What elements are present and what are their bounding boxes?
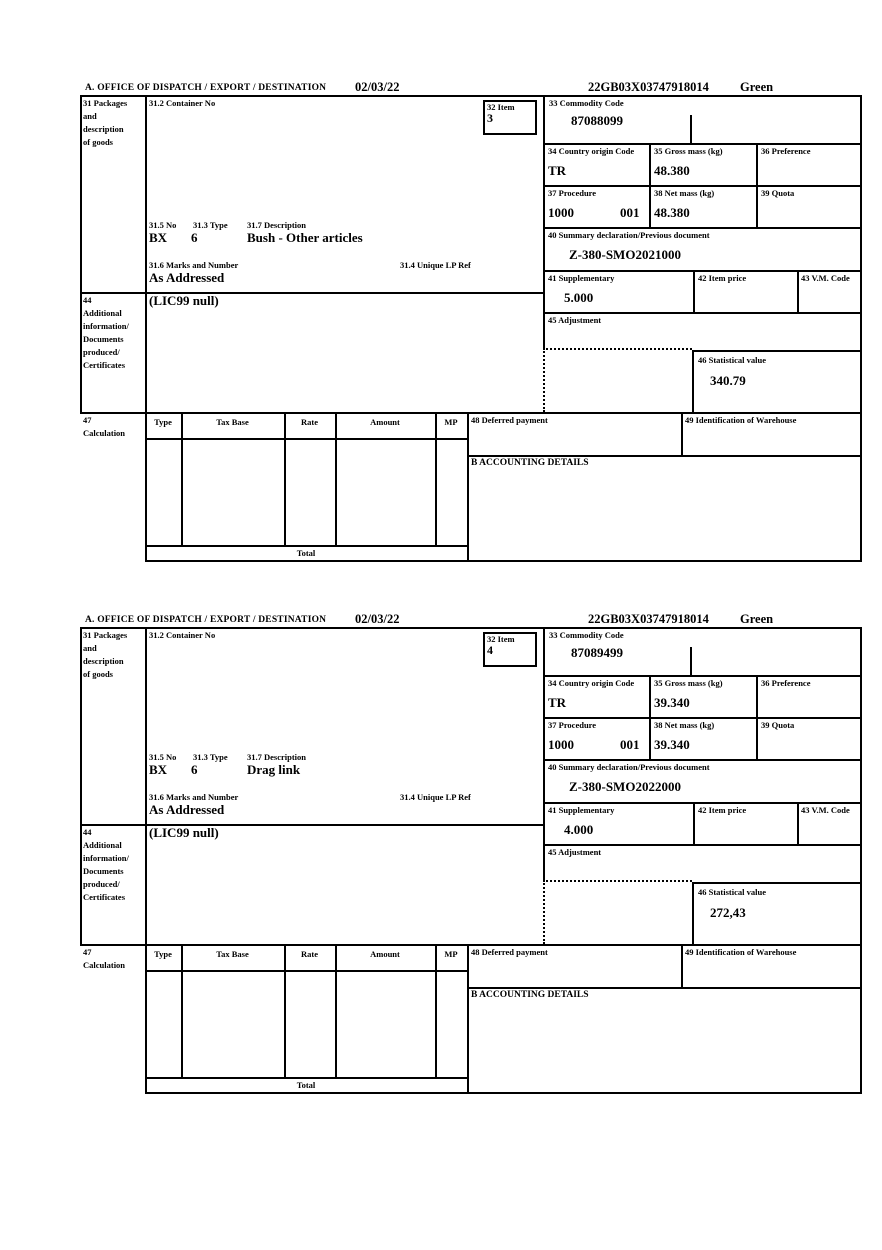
- item-number-value: 3: [487, 111, 493, 125]
- additional-info-value: (LIC99 null): [149, 825, 219, 840]
- divider: [797, 802, 799, 844]
- col-amount-header: Amount: [370, 417, 400, 427]
- divider: [543, 717, 862, 719]
- box44-label: information/: [83, 321, 129, 331]
- declaration-date: 02/03/22: [355, 80, 400, 94]
- divider: [693, 270, 695, 312]
- summary-declaration-value: Z-380-SMO2022000: [569, 779, 681, 794]
- divider: [80, 627, 82, 944]
- vm-code-label: 43 V.M. Code: [801, 273, 850, 283]
- divider: [145, 95, 147, 560]
- divider: [649, 143, 651, 227]
- supplementary-value: 5.000: [564, 290, 594, 305]
- accounting-details-label: B ACCOUNTING DETAILS: [471, 990, 589, 1000]
- box44-label: Additional: [83, 308, 122, 318]
- divider: [145, 545, 467, 547]
- additional-info-value: (LIC99 null): [149, 293, 219, 308]
- col-tax-base-header: Tax Base: [216, 417, 249, 427]
- col-amount-header: Amount: [370, 949, 400, 959]
- goods-description-value: Bush - Other articles: [247, 230, 363, 245]
- box31-label: 31 Packages: [83, 98, 128, 108]
- net-mass-label: 38 Net mass (kg): [654, 188, 715, 198]
- col-tax-base-header: Tax Base: [216, 949, 249, 959]
- col-mp-header: MP: [444, 417, 458, 427]
- summary-declaration-label: 40 Summary declaration/Previous document: [548, 762, 710, 772]
- procedure-label: 37 Procedure: [548, 188, 597, 198]
- divider: [467, 987, 862, 989]
- package-type-label: 31.3 Type: [193, 752, 228, 762]
- procedure-value-2: 001: [620, 205, 640, 220]
- gross-mass-label: 35 Gross mass (kg): [654, 146, 723, 156]
- gross-mass-value: 39.340: [654, 695, 690, 710]
- statistical-value: 272,43: [710, 905, 746, 920]
- declaration-item-block-2: [80, 612, 864, 1096]
- box44-label: Certificates: [83, 360, 126, 370]
- divider: [80, 412, 862, 414]
- divider: [181, 412, 183, 545]
- procedure-value-1: 1000: [548, 737, 574, 752]
- box44-label: Documents: [83, 334, 124, 344]
- procedure-label: 37 Procedure: [548, 720, 597, 730]
- divider: [284, 412, 286, 545]
- col-mp-header: MP: [444, 949, 458, 959]
- adjustment-label: 45 Adjustment: [548, 315, 602, 325]
- supplementary-label: 41 Supplementary: [548, 273, 615, 283]
- divider: [145, 1077, 467, 1079]
- divider: [543, 270, 862, 272]
- country-origin-label: 34 Country origin Code: [548, 678, 635, 688]
- gross-mass-label: 35 Gross mass (kg): [654, 678, 723, 688]
- box31-label: and: [83, 643, 97, 653]
- divider: [756, 143, 758, 227]
- quota-label: 39 Quota: [761, 720, 795, 730]
- divider: [543, 312, 862, 314]
- summary-declaration-value: Z-380-SMO2021000: [569, 247, 681, 262]
- divider: [284, 944, 286, 1077]
- dotted-divider: [543, 348, 545, 412]
- net-mass-value: 48.380: [654, 205, 690, 220]
- procedure-value-1: 1000: [548, 205, 574, 220]
- divider: [543, 844, 862, 846]
- adjustment-label: 45 Adjustment: [548, 847, 602, 857]
- divider: [693, 802, 695, 844]
- statistical-value-label: 46 Statistical value: [698, 887, 766, 897]
- routing-indicator: Green: [740, 80, 774, 94]
- total-label: Total: [296, 1080, 316, 1090]
- divider: [80, 944, 862, 946]
- container-no-label: 31.2 Container No: [149, 98, 216, 108]
- country-origin-label: 34 Country origin Code: [548, 146, 635, 156]
- warehouse-id-label: 49 Identification of Warehouse: [685, 415, 797, 425]
- box31-label: of goods: [83, 669, 113, 679]
- divider: [181, 944, 183, 1077]
- item-number-value: 4: [487, 643, 493, 657]
- unique-lp-ref-label: 31.4 Unique LP Ref: [400, 260, 471, 270]
- divider: [145, 627, 147, 1092]
- box44-label: 44: [83, 295, 92, 305]
- divider: [80, 627, 862, 629]
- marks-value: As Addressed: [149, 802, 225, 817]
- package-type-label: 31.3 Type: [193, 220, 228, 230]
- divider: [681, 412, 683, 455]
- box47-label: Calculation: [83, 960, 126, 970]
- accounting-details-label: B ACCOUNTING DETAILS: [471, 458, 589, 468]
- col-rate-header: Rate: [301, 417, 318, 427]
- col-type-header: Type: [154, 417, 172, 427]
- box44-label: produced/: [83, 347, 120, 357]
- dotted-divider: [543, 880, 545, 944]
- divider: [435, 412, 437, 545]
- divider: [543, 95, 545, 348]
- divider: [692, 350, 862, 352]
- box44-label: 44: [83, 827, 92, 837]
- commodity-code-value: 87088099: [571, 113, 623, 128]
- divider: [543, 759, 862, 761]
- country-origin-value: TR: [548, 695, 567, 710]
- box47-label: 47: [83, 947, 92, 957]
- package-no-label: 31.5 No: [149, 220, 177, 230]
- box31-label: description: [83, 656, 124, 666]
- box31-label: description: [83, 124, 124, 134]
- container-no-label: 31.2 Container No: [149, 630, 216, 640]
- divider: [692, 350, 694, 412]
- dotted-divider: [543, 880, 692, 882]
- routing-indicator: Green: [740, 612, 774, 626]
- box44-label: information/: [83, 853, 129, 863]
- quota-label: 39 Quota: [761, 188, 795, 198]
- divider: [145, 970, 467, 972]
- divider: [690, 115, 692, 143]
- divider: [145, 438, 467, 440]
- divider: [692, 882, 694, 944]
- package-no-label: 31.5 No: [149, 752, 177, 762]
- net-mass-value: 39.340: [654, 737, 690, 752]
- divider: [335, 412, 337, 545]
- divider: [756, 675, 758, 759]
- preference-label: 36 Preference: [761, 146, 811, 156]
- warehouse-id-label: 49 Identification of Warehouse: [685, 947, 797, 957]
- vm-code-label: 43 V.M. Code: [801, 805, 850, 815]
- net-mass-label: 38 Net mass (kg): [654, 720, 715, 730]
- divider: [649, 675, 651, 759]
- box44-label: Documents: [83, 866, 124, 876]
- divider: [543, 675, 862, 677]
- box44-label: Additional: [83, 840, 122, 850]
- divider: [692, 882, 862, 884]
- item-number-label: 32 Item: [487, 102, 515, 112]
- divider: [467, 944, 469, 1092]
- dotted-divider: [543, 348, 692, 350]
- divider: [797, 270, 799, 312]
- marks-label: 31.6 Marks and Number: [149, 260, 239, 270]
- divider: [467, 455, 862, 457]
- supplementary-label: 41 Supplementary: [548, 805, 615, 815]
- item-number-label: 32 Item: [487, 634, 515, 644]
- entry-number: 22GB03X03747918014: [588, 612, 709, 626]
- item-price-label: 42 Item price: [698, 273, 747, 283]
- declaration-item-block-1: [80, 80, 864, 564]
- package-type-value: 6: [191, 762, 198, 777]
- item-price-label: 42 Item price: [698, 805, 747, 815]
- commodity-code-label: 33 Commodity Code: [549, 630, 624, 640]
- box47-label: Calculation: [83, 428, 126, 438]
- entry-number: 22GB03X03747918014: [588, 80, 709, 94]
- procedure-value-2: 001: [620, 737, 640, 752]
- box44-label: Certificates: [83, 892, 126, 902]
- divider: [145, 1092, 862, 1094]
- goods-description-value: Drag link: [247, 762, 301, 777]
- divider: [335, 944, 337, 1077]
- package-no-value: BX: [149, 230, 168, 245]
- description-label: 31.7 Description: [247, 220, 307, 230]
- office-of-dispatch-label: A. OFFICE OF DISPATCH / EXPORT / DESTINATION: [85, 83, 327, 93]
- box31-label: of goods: [83, 137, 113, 147]
- marks-label: 31.6 Marks and Number: [149, 792, 239, 802]
- divider: [681, 944, 683, 987]
- divider: [543, 627, 545, 880]
- summary-declaration-label: 40 Summary declaration/Previous document: [548, 230, 710, 240]
- declaration-date: 02/03/22: [355, 612, 400, 626]
- commodity-code-label: 33 Commodity Code: [549, 98, 624, 108]
- divider: [543, 227, 862, 229]
- divider: [145, 560, 862, 562]
- unique-lp-ref-label: 31.4 Unique LP Ref: [400, 792, 471, 802]
- box31-label: and: [83, 111, 97, 121]
- country-origin-value: TR: [548, 163, 567, 178]
- divider: [543, 802, 862, 804]
- commodity-code-value: 87089499: [571, 645, 623, 660]
- divider: [467, 412, 469, 560]
- divider: [860, 95, 862, 560]
- marks-value: As Addressed: [149, 270, 225, 285]
- gross-mass-value: 48.380: [654, 163, 690, 178]
- divider: [690, 647, 692, 675]
- divider: [543, 185, 862, 187]
- box47-label: 47: [83, 415, 92, 425]
- deferred-payment-label: 48 Deferred payment: [471, 415, 548, 425]
- divider: [435, 944, 437, 1077]
- divider: [80, 95, 862, 97]
- description-label: 31.7 Description: [247, 752, 307, 762]
- deferred-payment-label: 48 Deferred payment: [471, 947, 548, 957]
- total-label: Total: [296, 548, 316, 558]
- preference-label: 36 Preference: [761, 678, 811, 688]
- statistical-value: 340.79: [710, 373, 746, 388]
- package-type-value: 6: [191, 230, 198, 245]
- col-rate-header: Rate: [301, 949, 318, 959]
- divider: [80, 95, 82, 412]
- box31-label: 31 Packages: [83, 630, 128, 640]
- divider: [543, 143, 862, 145]
- supplementary-value: 4.000: [564, 822, 594, 837]
- statistical-value-label: 46 Statistical value: [698, 355, 766, 365]
- col-type-header: Type: [154, 949, 172, 959]
- box44-label: produced/: [83, 879, 120, 889]
- package-no-value: BX: [149, 762, 168, 777]
- office-of-dispatch-label: A. OFFICE OF DISPATCH / EXPORT / DESTINATION: [85, 615, 327, 625]
- divider: [860, 627, 862, 1092]
